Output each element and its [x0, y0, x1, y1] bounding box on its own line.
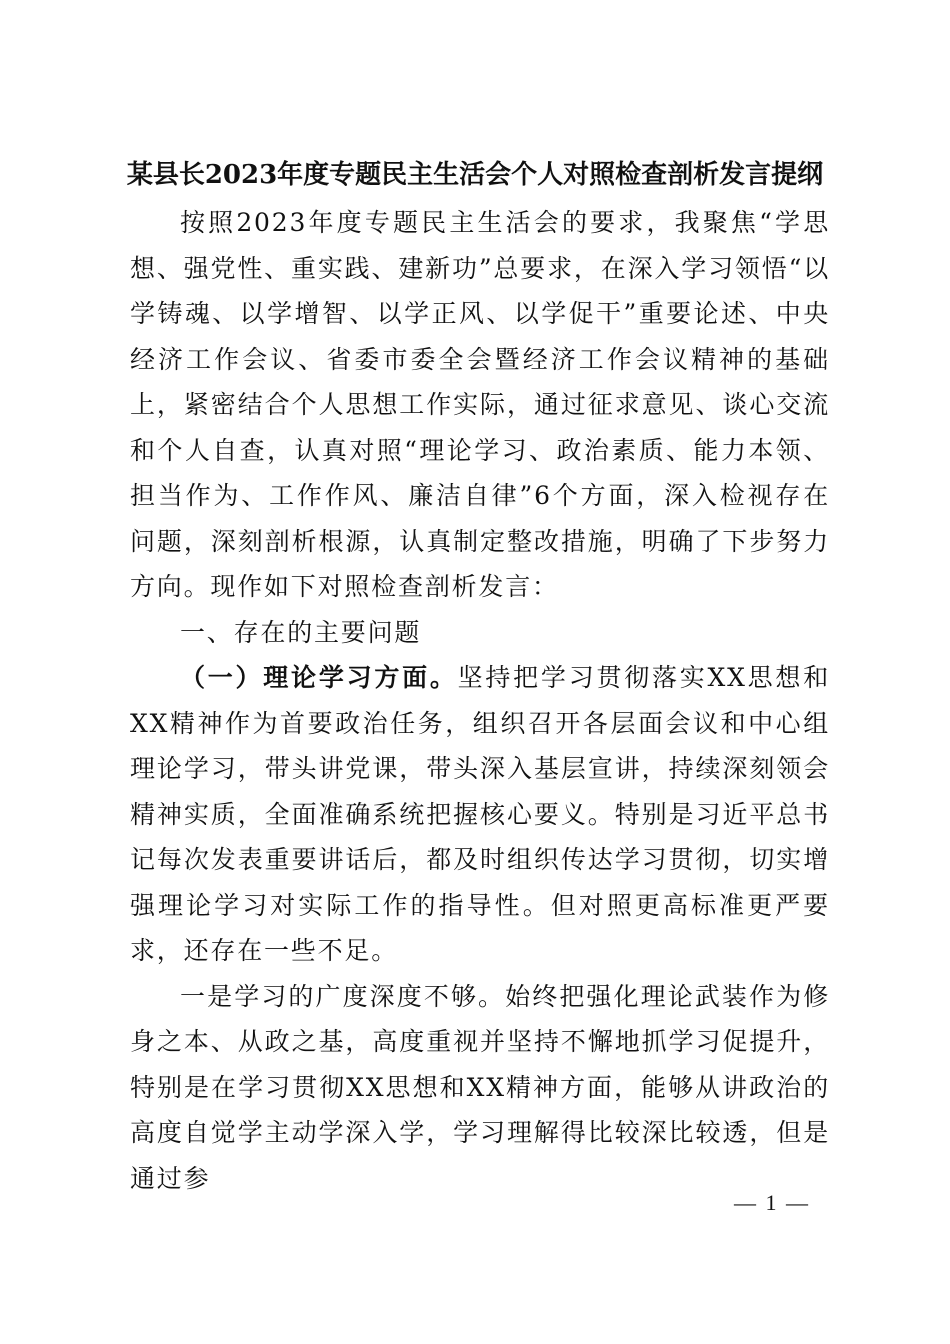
document-body: [130, 200, 830, 1201]
page-number: — 1 —: [734, 1190, 810, 1215]
subsection-lead: （一）理论学习方面。: [180, 663, 458, 692]
subsection-paragraph: [130, 655, 830, 974]
intro-paragraph: 按照2023年度专题民主生活会的要求，我聚焦“学思想、强党性、重实践、建新功”总要求，在深入学习领悟“以学铸魂、以学增智、以学正风、以学促干”重要论述、中央经济工作会议、省委市委全会暨经济工作会议精神的基础上，紧密结合个人思想工作实际，通过征求意见、谈心交流和个人自查，认真对照“理论学习、政治素质、能力本领、担当作为、工作作风、廉洁自律”6个方面，深入检视存在问题，深刻剖析根源，认真制定整改措施，明确了下步努力方向。现作如下对照检查剖析发言：: [130, 208, 830, 601]
section-heading: 一、存在的主要问题: [180, 617, 422, 647]
document-title: 某县长2023年度专题民主生活会个人对照检查剖析发言提纲: [126, 160, 824, 190]
point-paragraph: 一是学习的广度深度不够。始终把强化理论武装作为修身之本、从政之基，高度重视并坚持不懈地抓学习促提升，特别是在学习贯彻XX思想和XX精神方面，能够从讲政治的高度自觉学主动学深入学，学习理解得比较深比较透，但是通过参: [130, 981, 830, 1193]
subsection-text: 坚持把学习贯彻落实XX思想和XX精神作为首要政治任务，组织召开各层面会议和中心组理论学习，带头讲党课，带头深入基层宣讲，持续深刻领会精神实质，全面准确系统把握核心要义。特别是习近平总书记每次发表重要讲话后，都及时组织传达学习贯彻，切实增强理论学习对实际工作的指导性。但对照更高标准更严要求，还存在一些不足。: [130, 663, 830, 965]
